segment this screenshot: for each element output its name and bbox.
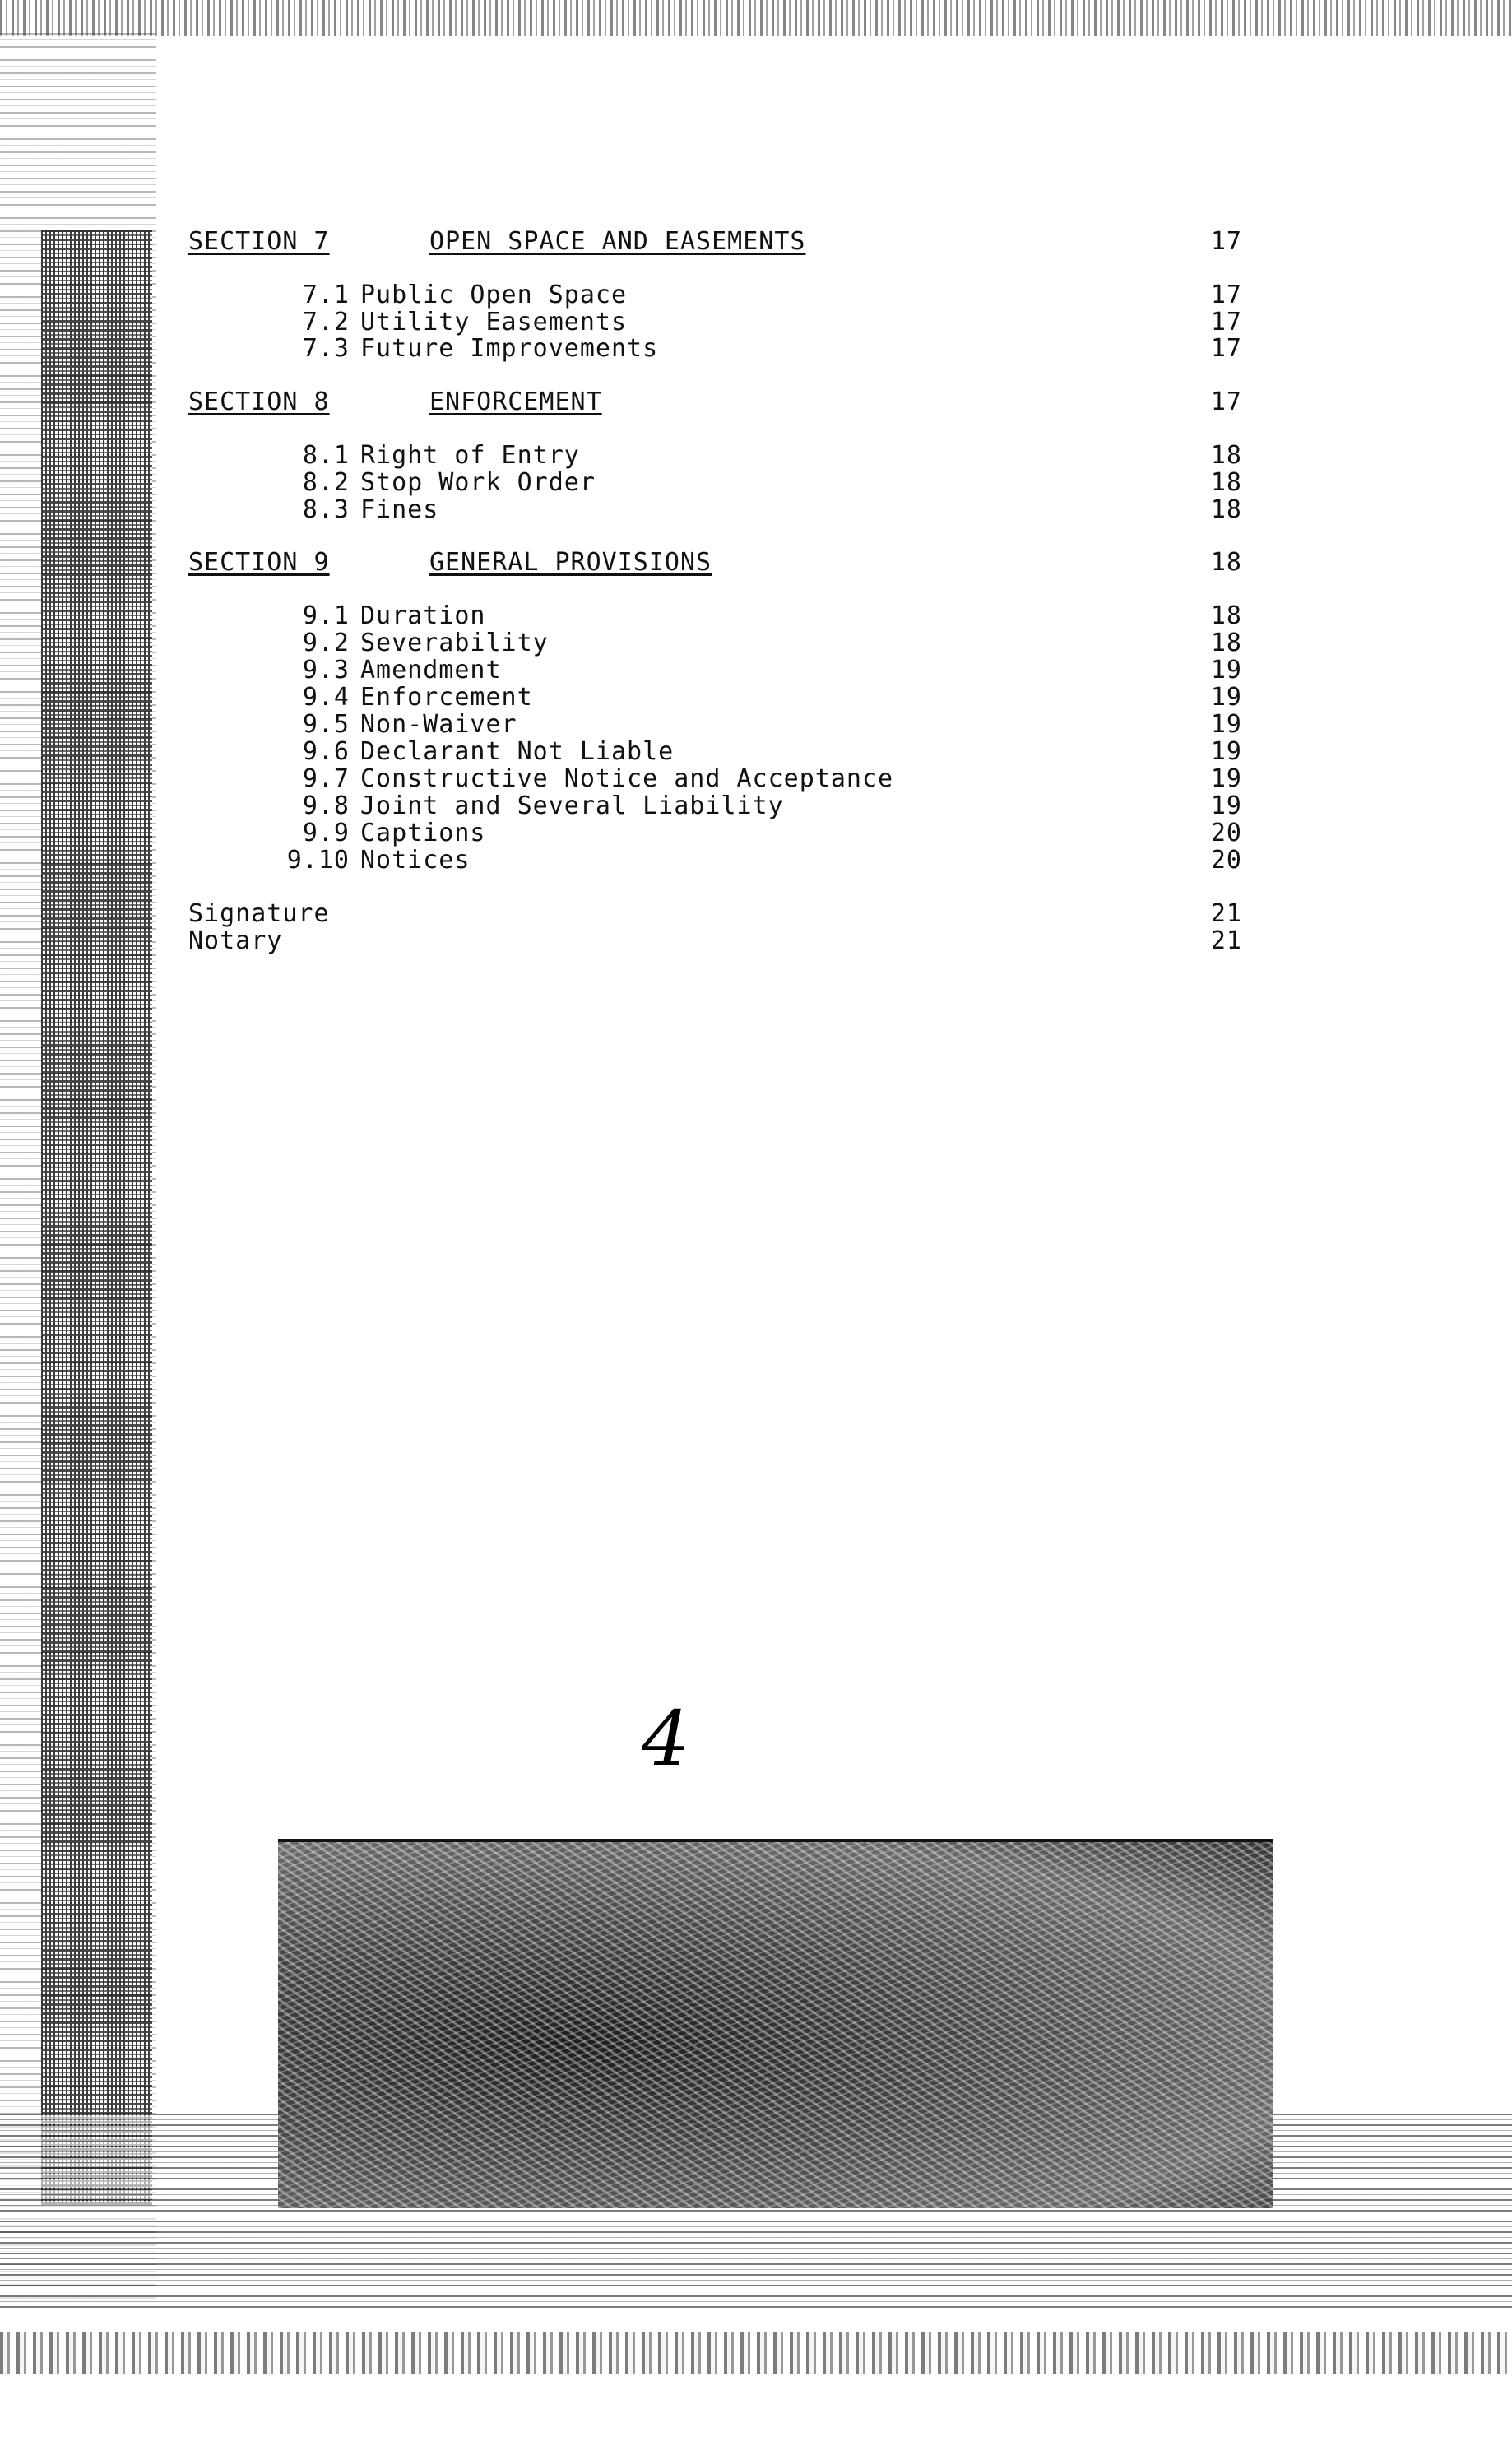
entry-number: 9.2 xyxy=(302,629,350,657)
entry-number: 9.8 xyxy=(302,791,350,820)
entry-number: 9.7 xyxy=(302,764,350,793)
entry-page: 17 xyxy=(1210,281,1242,309)
entry-title: Severability xyxy=(360,629,549,657)
entry-number: 9.9 xyxy=(302,819,350,847)
entry-page: 19 xyxy=(1210,737,1242,766)
entry-title: Enforcement xyxy=(360,683,533,712)
section-page: 18 xyxy=(1210,548,1242,577)
entry-page: 20 xyxy=(1210,846,1242,875)
entry-page: 18 xyxy=(1210,601,1242,630)
entry-number: 7.1 xyxy=(302,281,350,309)
section-title: GENERAL PROVISIONS xyxy=(429,548,712,577)
entry-number: 9.3 xyxy=(302,656,350,685)
entry-page: 18 xyxy=(1210,629,1242,657)
entry-page: 19 xyxy=(1210,710,1242,739)
scanned-photo-texture xyxy=(278,1839,1273,2208)
entry-title: Declarant Not Liable xyxy=(360,737,675,766)
entry-title: Right of Entry xyxy=(360,441,580,470)
entry-title: Constructive Notice and Acceptance xyxy=(360,764,894,793)
entry-number: 7.3 xyxy=(302,334,350,363)
section-title: OPEN SPACE AND EASEMENTS xyxy=(429,227,806,256)
entry-page: 20 xyxy=(1210,819,1242,847)
entry-page: 19 xyxy=(1210,791,1242,820)
entry-title: Future Improvements xyxy=(360,334,659,363)
entry-number: 9.1 xyxy=(302,601,350,630)
entry-page: 17 xyxy=(1210,334,1242,363)
entry-title: Utility Easements xyxy=(360,308,628,337)
entry-page: 18 xyxy=(1210,441,1242,470)
entry-title: Fines xyxy=(360,495,439,524)
entry-title: Captions xyxy=(360,819,486,847)
trailing-entry-title: Signature xyxy=(188,899,330,928)
entry-title: Public Open Space xyxy=(360,281,628,309)
entry-page: 19 xyxy=(1210,764,1242,793)
entry-title: Amendment xyxy=(360,656,502,685)
trailing-entry-page: 21 xyxy=(1210,899,1242,928)
entry-page: 17 xyxy=(1210,308,1242,337)
entry-title: Stop Work Order xyxy=(360,468,596,497)
handwritten-page-number: 4 xyxy=(642,1695,690,1783)
entry-title: Non-Waiver xyxy=(360,710,517,739)
entry-number: 9.5 xyxy=(302,710,350,739)
entry-number: 7.2 xyxy=(302,308,350,337)
section-page: 17 xyxy=(1210,227,1242,256)
section-title: ENFORCEMENT xyxy=(429,388,602,416)
section-label: SECTION 7 xyxy=(188,227,330,256)
entry-number: 8.1 xyxy=(302,441,350,470)
section-label: SECTION 8 xyxy=(188,388,330,416)
entry-number: 9.4 xyxy=(302,683,350,712)
entry-page: 18 xyxy=(1210,468,1242,497)
entry-number: 9.10 xyxy=(286,846,350,875)
entry-title: Duration xyxy=(360,601,486,630)
section-page: 17 xyxy=(1210,388,1242,416)
trailing-entry-title: Notary xyxy=(188,926,283,955)
entry-title: Notices xyxy=(360,846,471,875)
section-label: SECTION 9 xyxy=(188,548,330,577)
entry-page: 19 xyxy=(1210,683,1242,712)
entry-page: 19 xyxy=(1210,656,1242,685)
entry-page: 18 xyxy=(1210,495,1242,524)
entry-number: 8.2 xyxy=(302,468,350,497)
entry-number: 8.3 xyxy=(302,495,350,524)
trailing-entry-page: 21 xyxy=(1210,926,1242,955)
entry-number: 9.6 xyxy=(302,737,350,766)
entry-title: Joint and Several Liability xyxy=(360,791,784,820)
